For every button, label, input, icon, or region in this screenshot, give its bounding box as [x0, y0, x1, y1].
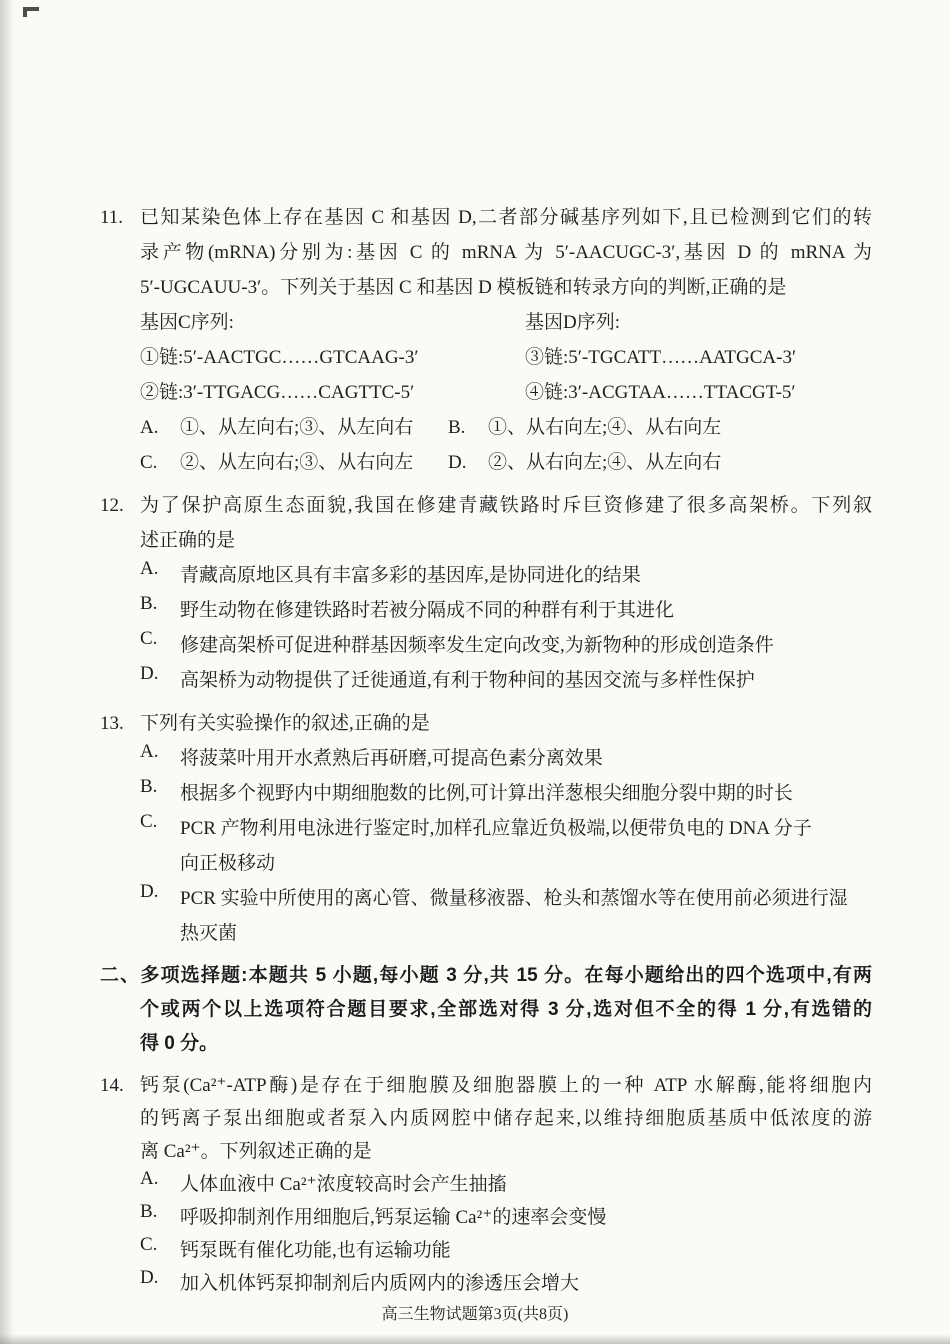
option-letter: C. — [140, 811, 158, 832]
option-line: 向正极移动 — [180, 853, 276, 874]
option-d — [140, 1267, 872, 1300]
option-letter: A. — [140, 417, 159, 438]
option-line: PCR 产物利用电泳进行鉴定时,加样孔应靠近负极端,以便带负电的 DNA 分子 — [180, 818, 812, 839]
option-letter: D. — [140, 663, 159, 684]
gene-d-strand-4: ④链:3′-ACGTAA……TTACGT-5′ — [525, 382, 796, 403]
option-text — [180, 881, 872, 951]
scan-left-shadow — [0, 0, 14, 1344]
section-2-header — [100, 959, 872, 1061]
option-letter: A. — [140, 741, 159, 762]
page-content — [100, 200, 872, 1308]
option-letter: D. — [140, 1267, 159, 1288]
option-text — [180, 628, 872, 663]
page-footer: 高三生物试题第3页(共8页) — [381, 1306, 569, 1323]
gene-c-strand-2: ②链:3′-TTGACG……CAGTTC-5′ — [140, 382, 415, 403]
option-d — [140, 663, 872, 698]
option-b — [140, 593, 872, 628]
question-13 — [100, 706, 872, 951]
option-text — [180, 593, 872, 628]
question-stem-line: 下列有关实验操作的叙述,正确的是 — [140, 713, 430, 734]
option-letter: C. — [140, 1234, 158, 1255]
question-number: 14. — [100, 1075, 124, 1096]
section-header-line: 个或两个以上选项符合题目要求,全部选对得 3 分,选对但不全的得 1 分,有选错的 — [140, 999, 872, 1020]
gene-sequence-row-2 — [140, 375, 872, 410]
option-line: 修建高架桥可促进种群基因频率发生定向改变,为新物种的形成创造条件 — [180, 635, 774, 656]
question-stem-line: 离 Ca²⁺。下列叙述正确的是 — [140, 1141, 372, 1162]
option-b — [140, 1201, 872, 1234]
option-line: 人体血液中 Ca²⁺浓度较高时会产生抽搐 — [180, 1174, 507, 1195]
question-stem-row — [100, 1069, 872, 1102]
gene-sequence-labels-row — [140, 305, 872, 340]
option-text — [180, 1234, 872, 1267]
question-number: 11. — [100, 207, 124, 228]
option-text — [180, 1267, 872, 1300]
question-stem-line: 的钙离子泵出细胞或者泵入内质网腔中储存起来,以维持细胞质基质中低浓度的游 — [140, 1108, 872, 1129]
option-line: 钙泵既有催化功能,也有运输功能 — [180, 1240, 451, 1261]
option-c — [140, 1234, 872, 1267]
option-letter: B. — [140, 593, 158, 614]
option-text: ②、从右向左;④、从左向右 — [488, 452, 722, 473]
option-line: 呼吸抑制剂作用细胞后,钙泵运输 Ca²⁺的速率会变慢 — [180, 1207, 607, 1228]
section-header-line: 二、多项选择题:本题共 5 小题,每小题 3 分,共 15 分。在每小题给出的四个选项中,有两 — [100, 965, 872, 986]
question-stem-line: 录产物(mRNA)分别为:基因 C 的 mRNA 为 5′-AACUGC-3′,基因 D 的 mRNA 为 — [140, 242, 872, 263]
question-stem-line: 为了保护高原生态面貌,我国在修建青藏铁路时斥巨资修建了很多高架桥。下列叙 — [140, 495, 872, 516]
option-line: 青藏高原地区具有丰富多彩的基因库,是协同进化的结果 — [180, 565, 641, 586]
question-12 — [100, 488, 872, 698]
option-text — [180, 776, 872, 811]
gene-c-label: 基因C序列: — [140, 312, 234, 333]
option-letter: B. — [140, 776, 158, 797]
option-letter: C. — [140, 628, 158, 649]
question-stem-line: 述正确的是 — [140, 530, 236, 551]
question-14 — [100, 1069, 872, 1300]
scan-corner-mark — [23, 7, 39, 17]
option-line: PCR 实验中所使用的离心管、微量移液器、枪头和蒸馏水等在使用前必须进行湿 — [180, 888, 848, 909]
option-letter: D. — [448, 452, 467, 473]
option-text — [180, 1168, 872, 1201]
option-line: 根据多个视野内中期细胞数的比例,可计算出洋葱根尖细胞分裂中期的时长 — [180, 783, 793, 804]
question-stem-row — [100, 706, 872, 741]
question-number: 13. — [100, 713, 124, 734]
option-text — [180, 663, 872, 698]
question-stem-line: 5′-UGCAUU-3′。下列关于基因 C 和基因 D 模板链和转录方向的判断,正确的是 — [140, 277, 787, 298]
scan-bottom-shadow — [0, 1334, 950, 1344]
option-c — [140, 445, 448, 480]
option-b — [448, 410, 721, 445]
option-text — [180, 558, 872, 593]
option-text — [180, 811, 872, 881]
option-b — [140, 776, 872, 811]
section-header-line: 得 0 分。 — [140, 1033, 219, 1054]
option-a — [140, 741, 872, 776]
question-stem-row — [100, 488, 872, 523]
option-line: 将菠菜叶用开水煮熟后再研磨,可提高色素分离效果 — [180, 748, 603, 769]
option-letter: C. — [140, 452, 158, 473]
gene-sequence-row-1 — [140, 340, 872, 375]
option-line: 高架桥为动物提供了迁徙通道,有利于物种间的基因交流与多样性保护 — [180, 670, 755, 691]
option-letter: B. — [140, 1201, 158, 1222]
option-line: 野生动物在修建铁路时若被分隔成不同的种群有利于其进化 — [180, 600, 675, 621]
option-text: ①、从左向右;③、从左向右 — [180, 417, 414, 438]
question-number: 12. — [100, 495, 124, 516]
option-letter: A. — [140, 1168, 159, 1189]
option-d — [140, 881, 872, 951]
option-text — [180, 741, 872, 776]
option-text: ①、从右向左;④、从右向左 — [488, 417, 722, 438]
option-line: 热灭菌 — [180, 923, 238, 944]
option-c — [140, 628, 872, 663]
option-a — [140, 558, 872, 593]
option-a — [140, 410, 448, 445]
option-letter: D. — [140, 881, 159, 902]
option-d — [448, 445, 721, 480]
gene-c-strand-1: ①链:5′-AACTGC……GTCAAG-3′ — [140, 347, 419, 368]
option-letter: A. — [140, 558, 159, 579]
option-text: ②、从左向右;③、从右向左 — [180, 452, 414, 473]
question-stem-line: 钙泵(Ca²⁺-ATP酶)是存在于细胞膜及细胞器膜上的一种 ATP 水解酶,能将细胞内 — [140, 1075, 872, 1096]
options-row-ab — [140, 410, 872, 445]
option-line: 加入机体钙泵抑制剂后内质网内的渗透压会增大 — [180, 1273, 580, 1294]
option-a — [140, 1168, 872, 1201]
question-11 — [100, 200, 872, 480]
option-c — [140, 811, 872, 881]
question-stem-row — [100, 200, 872, 235]
question-stem-line: 已知某染色体上存在基因 C 和基因 D,二者部分碱基序列如下,且已检测到它们的转 — [140, 207, 872, 228]
option-letter: B. — [448, 417, 466, 438]
gene-d-strand-3: ③链:5′-TGCATT……AATGCA-3′ — [525, 347, 797, 368]
gene-d-label: 基因D序列: — [525, 312, 621, 333]
option-text — [180, 1201, 872, 1234]
options-row-cd — [140, 445, 872, 480]
